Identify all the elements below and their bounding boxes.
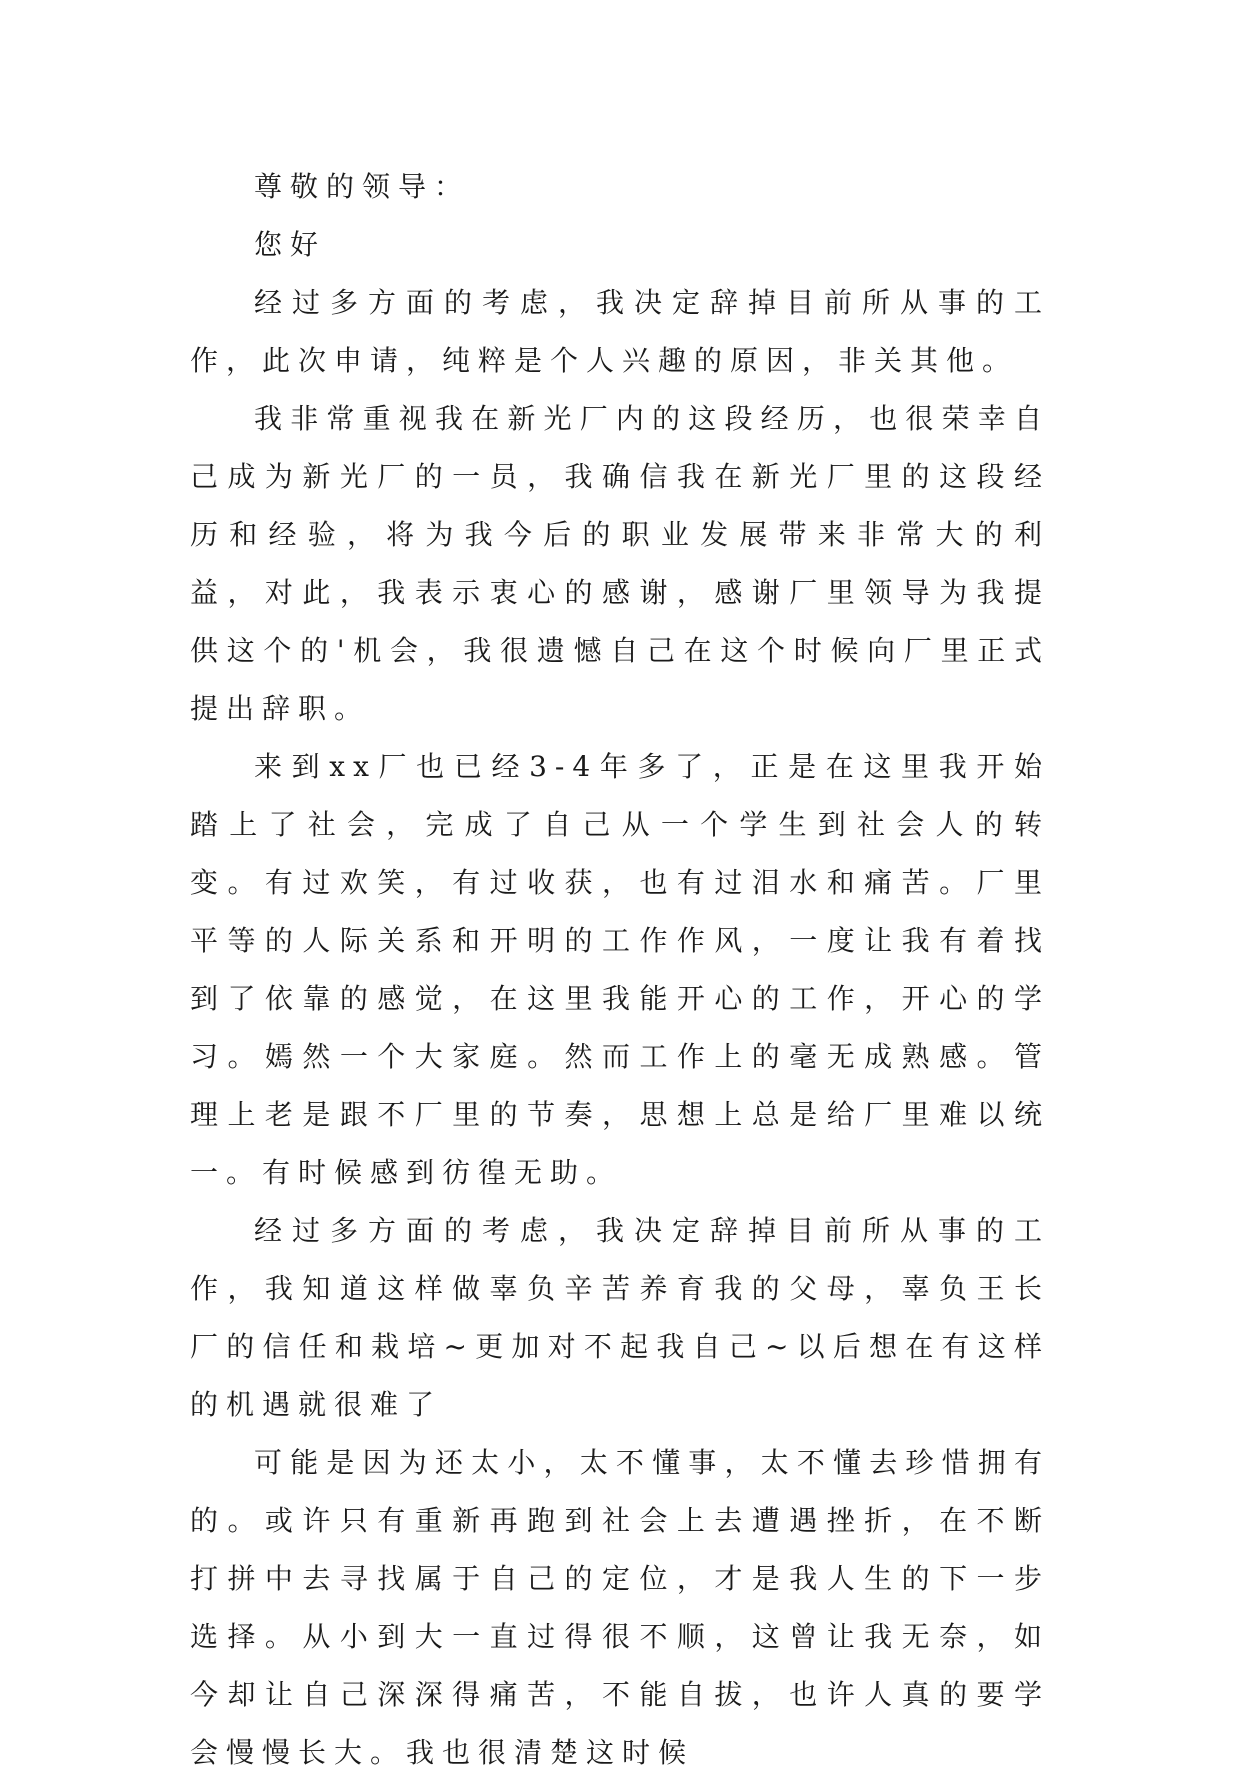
paragraph-2: 我非常重视我在新光厂内的这段经历，也很荣幸自己成为新光厂的一员，我确信我在新光厂里的这段经历和经验，将为我今后的职业发展带来非常大的利益，对此，我表示衷心的感谢，感谢厂里领导为我提供这个的'机会，我很遗憾自己在这个时候向厂里正式提出辞职。 bbox=[190, 402, 1050, 725]
paragraph-5: 可能是因为还太小，太不懂事，太不懂去珍惜拥有的。或许只有重新再跑到社会上去遭遇挫折，在不断打拼中去寻找属于自己的定位，才是我人生的下一步选择。从小到大一直过得很不顺，这曾让我无奈，如今却让自己深深得痛苦，不能自拔，也许人真的要学会慢慢长大。我也很清楚这时候 bbox=[190, 1446, 1050, 1769]
greeting: 您好 bbox=[254, 228, 327, 261]
salutation: 尊敬的领导： bbox=[254, 170, 471, 203]
paragraph-4: 经过多方面的考虑，我决定辞掉目前所从事的工作，我知道这样做辜负辛苦养育我的父母，辜负王长厂的信任和栽培~更加对不起我自己~以后想在有这样的机遇就很难了 bbox=[190, 1214, 1050, 1421]
paragraph-3: 来到xx厂也已经3-4年多了，正是在这里我开始踏上了社会，完成了自己从一个学生到社会人的转变。有过欢笑，有过收获，也有过泪水和痛苦。厂里平等的人际关系和开明的工作作风，一度让我有着找到了依靠的感觉，在这里我能开心的工作，开心的学习。嫣然一个大家庭。然而工作上的毫无成熟感。管理上老是跟不厂里的节奏，思想上总是给厂里难以统一。有时候感到彷徨无助。 bbox=[190, 750, 1050, 1189]
letter-body bbox=[190, 158, 1050, 1782]
paragraph-1: 经过多方面的考虑，我决定辞掉目前所从事的工作，此次申请，纯粹是个人兴趣的原因，非关其他。 bbox=[190, 286, 1050, 377]
